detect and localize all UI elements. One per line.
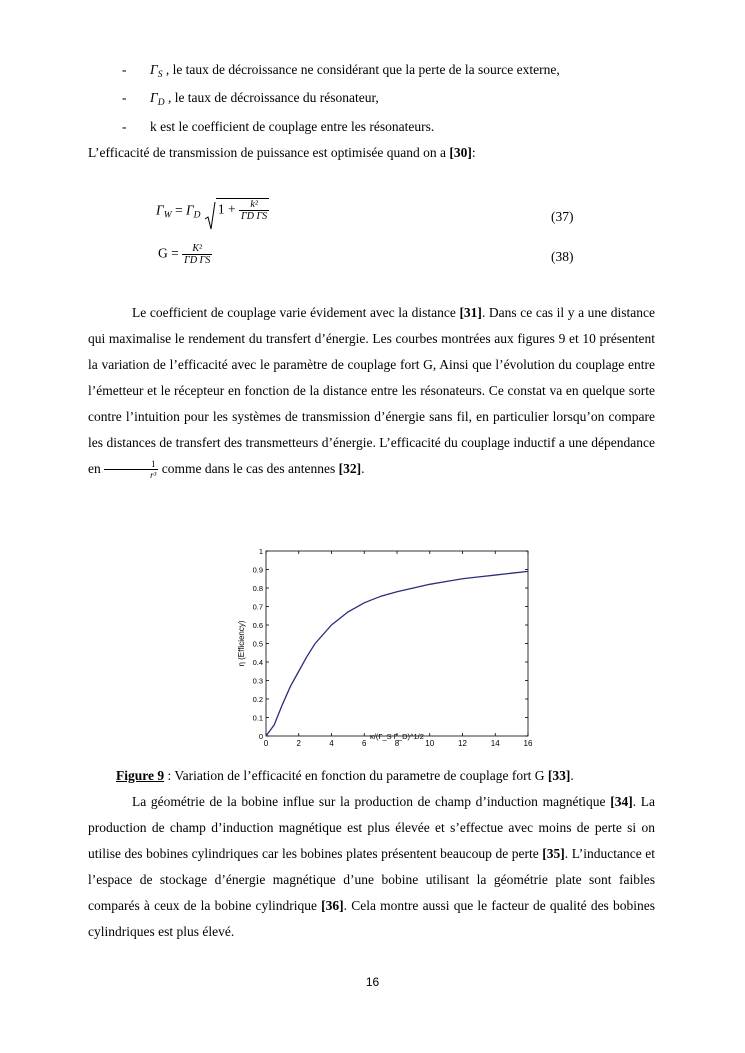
equation-number: (37) [551,209,574,224]
y-tick-label: 0.4 [252,658,263,667]
x-tick-label: 10 [425,739,435,748]
efficiency-chart [232,544,552,762]
fraction-numerator: 1 [104,459,158,470]
equation-37 [156,199,269,223]
paragraph-coupling [88,300,655,482]
equation-number: (38) [551,249,574,264]
para-text: Le coefficient de couplage varie évidement avec la distance [132,305,460,320]
citation: [32] [338,461,362,476]
citation: [33] [547,768,571,783]
intro-text: L’efficacité de transmission de puissance est optimisée quand on a [88,145,450,160]
para-text: . [361,461,365,476]
citation: [34] [610,794,633,809]
fraction-denominator: ΓD ΓS [184,255,211,266]
paragraph-body [88,789,655,945]
y-tick-label: 0.1 [252,713,263,723]
x-tick-label: 0 [263,739,269,748]
eq-lhs: G [158,245,168,261]
fraction-numerator: K² [182,243,212,255]
y-tick-label: 0 [258,732,263,741]
y-axis-label: η (Efficiency) [237,620,246,667]
y-tick-label: 0.6 [252,621,263,630]
equation-38 [158,243,212,266]
paragraph-body [88,300,655,482]
eq-equals: = [171,202,186,218]
x-tick-label: 6 [362,739,367,748]
x-tick-label: 4 [329,739,334,748]
y-tick-label: 0.5 [252,639,263,649]
bullet-dash: - [122,119,127,134]
y-tick-label: 0.9 [252,565,263,575]
plot-frame [266,551,528,736]
gamma-symbol: Γ [150,90,158,105]
citation: [35] [542,846,565,861]
bullet-item-gamma-d [150,90,379,108]
citation: [30] [449,145,472,160]
figure-caption [116,768,574,784]
eq-equals: = [167,245,183,261]
bullet-text: k est le coefficient de couplage entre les résonateurs. [150,119,435,134]
para-text: . La production de champ d’induction magnétique est plus élevée et s’effectue avec moins de perte si on utilise des bobines cylindriques car les bobines plates présentent beaucoup de perte [88,794,655,861]
bullet-dash: - [122,62,127,77]
x-tick-label: 12 [458,739,467,748]
x-tick-label: 14 [490,739,500,748]
x-tick-label: 8 [394,739,400,748]
bullet-item-gamma-s [150,62,560,80]
y-tick-label: 0.7 [252,602,263,612]
figure-label: Figure 9 [116,768,165,783]
x-tick-label: 2 [296,739,301,748]
fraction-denominator: r³ [150,470,157,481]
intro-tail: : [471,145,476,160]
fraction [182,243,212,266]
page-number: 16 [365,975,380,989]
citation: [31] [459,305,482,320]
bullet-text: , le taux de décroissance du résonateur, [164,90,379,105]
y-tick-label: 1 [258,547,263,556]
y-tick-label: 0.3 [252,676,263,686]
para-text: . Cela montre aussi que le facteur de qualité des bobines cylindriques est plus élevé. [88,898,655,939]
eq-rhs-sub: D [193,210,201,221]
y-tick-label: 0.8 [252,584,263,593]
para-text: . Dans ce cas il y a une distance qui maximalise le rendement du transfert d’énergie. Les courbes montrées aux figures 9 et 10 présentent la variation de l’efficacité avec le paramètre de couplage fort G, Ainsi que l’évolution du couplage entre l’émetteur et le récepteur en fonction de la distance entre les résonateurs. Ce constat va en quelque sorte contre l’intuition pour les systèmes de transmission d’énergie sans fil, en particulier lorsqu’on compare les distances de transfert des transmetteurs d’énergie. L’efficacité du couplage inductif a une dépendance en [88,305,655,476]
eq-lhs-sub: W [163,210,172,221]
para-text: comme dans le cas des antennes [158,461,339,476]
sqrt-content [216,198,269,222]
eq-rhs: Γ [185,202,194,218]
y-tick-label: 0.2 [252,695,263,704]
para-text: . L’inductance et l’espace de stockage d’énergie magnétique d’une bobine utilisant la géométrie plate sont faibles comparés à ceux de la bobine cylindrique [88,846,655,913]
paragraph-coil-geometry [88,789,655,945]
subscript: D [157,98,165,108]
inline-fraction [104,459,158,480]
x-axis-label: κ/(Γ_S Γ_D)^1/2 [370,732,424,741]
radical-icon [204,201,216,231]
subscript: S [157,70,163,80]
x-tick-label: 16 [523,739,533,748]
fraction [239,199,269,222]
eq-lhs: Γ [156,202,164,218]
one-plus: 1 + [217,201,240,217]
citation: [36] [321,898,344,913]
bullet-item-k [150,119,434,135]
bullet-dash: - [122,90,127,105]
para-text: La géométrie de la bobine influe sur la production de champ d’induction magnétique [132,794,611,809]
caption-tail: . [570,768,574,783]
fraction-denominator: ΓD ΓS [241,211,268,222]
bullet-text: , le taux de décroissance ne considérant que la perte de la source externe, [162,62,560,77]
gamma-symbol: Γ [150,62,158,77]
intro-line [88,145,476,161]
caption-text: : Variation de l’efficacité en fonction du parametre de couplage fort G [164,768,548,783]
fraction-numerator: k² [239,199,269,211]
